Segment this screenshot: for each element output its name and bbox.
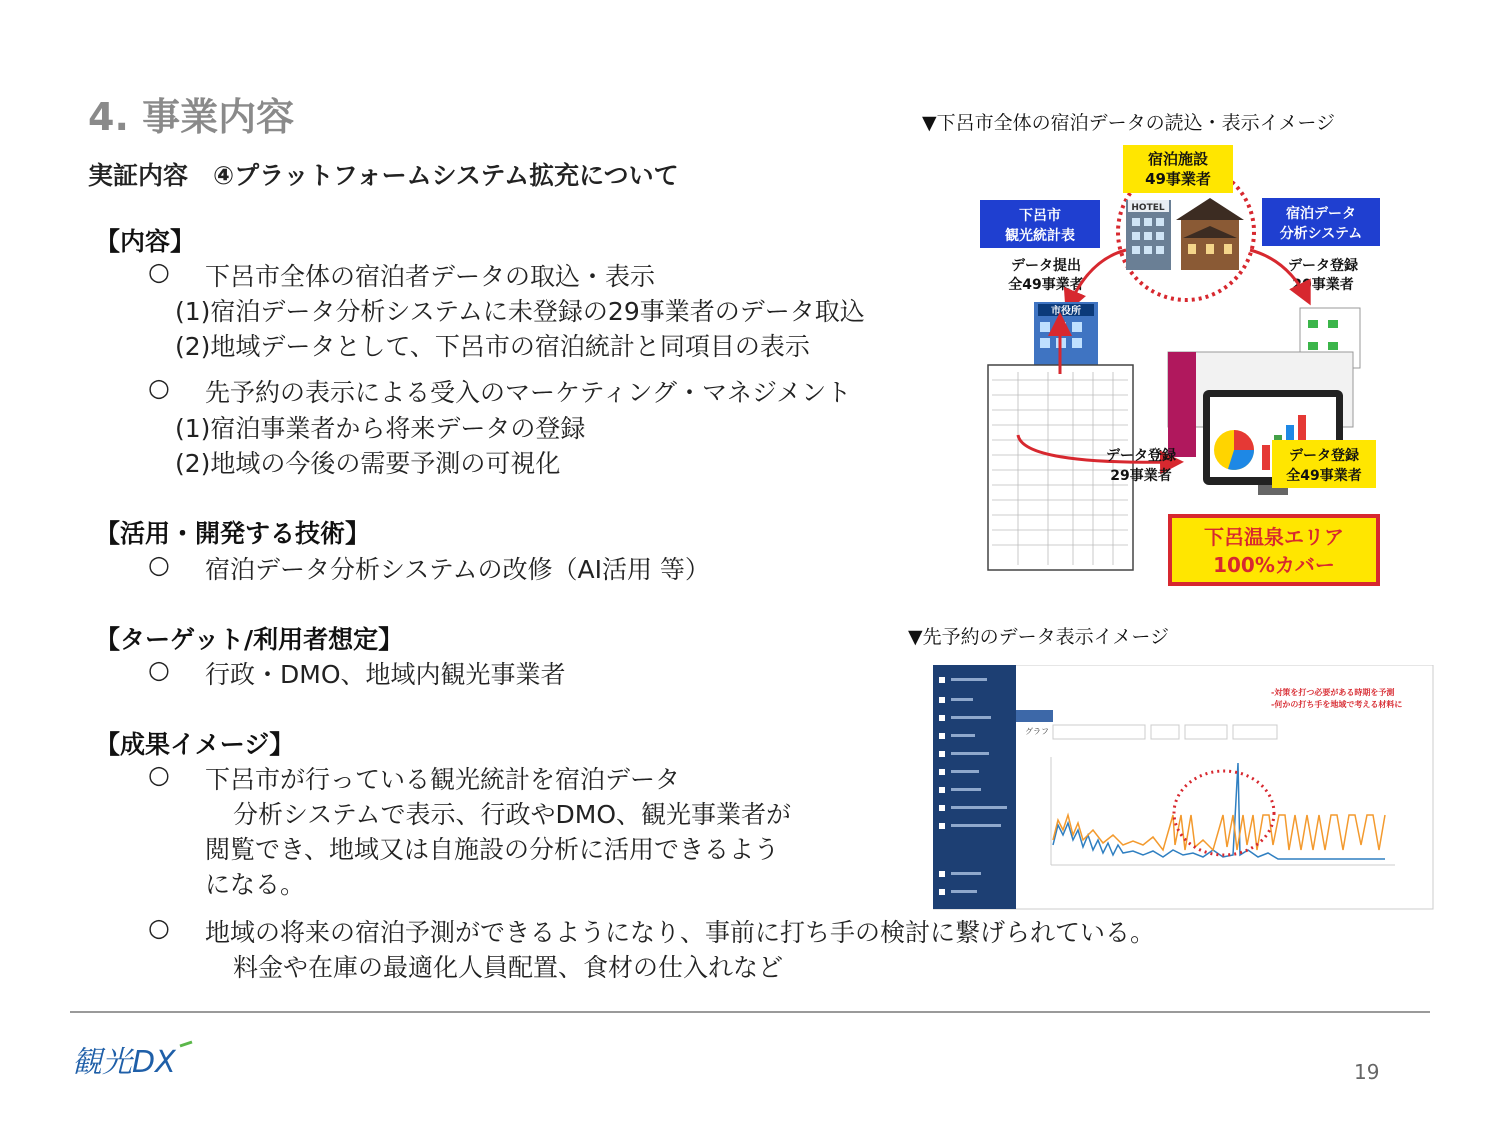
tech-item-1: 宿泊データ分析システムの改修（AI活用 等）	[205, 555, 710, 584]
area-label-line2: 100%カバー	[1213, 553, 1335, 577]
diagram-caption: ▼下呂市全体の宿泊データの読込・表示イメージ	[922, 112, 1336, 134]
result-item-1-line-2: 分析システムで表示、行政やDMO、観光事業者が	[233, 800, 791, 829]
city-box-line1: 下呂市	[1019, 208, 1061, 224]
section-header-target: 【ターゲット/利用者想定】	[95, 625, 404, 654]
chart-image-caption: ▼先予約のデータ表示イメージ	[908, 626, 1170, 648]
result-item-2-line-2: 料金や在庫の最適化人員配置、食材の仕入れなど	[233, 953, 784, 982]
submit-label-line1: データ提出	[1011, 258, 1081, 274]
footer-divider	[70, 1011, 1430, 1013]
subtitle: 実証内容 ④プラットフォームシステム拡充について	[88, 161, 679, 190]
bullet: ○	[148, 550, 170, 579]
system-box-line2: 分析システム	[1279, 226, 1363, 242]
result-item-1-line-3: 閲覧でき、地域又は自施設の分析に活用できるよう	[205, 835, 780, 864]
target-item-1: 行政・DMO、地域内観光事業者	[205, 660, 566, 689]
hotel-sign: HOTEL	[1131, 203, 1165, 213]
facility-box-line1: 宿泊施設	[1147, 150, 1209, 168]
register20-line2: 20事業者	[1292, 277, 1354, 293]
section-header-tech: 【活用・開発する技術】	[95, 519, 371, 548]
note-1: -対策を打つ必要がある時期を予測	[1271, 688, 1395, 697]
content-item-2: 先予約の表示による受入のマーケティング・マネジメント	[205, 378, 852, 407]
register49-line2: 全49事業者	[1286, 468, 1362, 484]
result-item-1-line-1: 下呂市が行っている観光統計を宿泊データ	[205, 765, 681, 794]
hotel-icon	[1126, 200, 1171, 270]
brand-logo	[70, 1040, 200, 1086]
area-label-line1: 下呂温泉エリア	[1204, 525, 1344, 549]
data-flow-diagram	[978, 140, 1398, 590]
result-item-2-line-1: 地域の将来の宿泊予測ができるようになり、事前に打ち手の検討に繋げられている。	[205, 918, 1156, 947]
bullet: ○	[148, 655, 170, 684]
bullet: ○	[148, 257, 170, 286]
city-hall-icon	[1034, 302, 1098, 372]
city-hall-sign: 市役所	[1051, 306, 1081, 317]
result-item-1-line-4: になる。	[205, 870, 306, 899]
content-item-2-sub-1: (1)宿泊事業者から将来データの登録	[175, 414, 586, 443]
content-item-2-sub-2: (2)地域の今後の需要予測の可視化	[175, 449, 561, 478]
page-number: 19	[1354, 1060, 1380, 1084]
bullet: ○	[148, 373, 170, 402]
facility-box-line2: 49事業者	[1145, 170, 1211, 188]
content-item-1-sub-2: (2)地域データとして、下呂市の宿泊統計と同項目の表示	[175, 332, 810, 361]
content-item-1: 下呂市全体の宿泊者データの取込・表示	[205, 262, 656, 291]
system-box-line1: 宿泊データ	[1286, 206, 1356, 222]
bullet: ○	[148, 913, 170, 942]
logo-text: 観光DX	[72, 1045, 176, 1080]
content-item-1-sub-1: (1)宿泊データ分析システムに未登録の29事業者のデータ取込	[175, 297, 865, 326]
submit-label-line2: 全49事業者	[1008, 277, 1084, 293]
forecast-chart-screenshot	[933, 665, 1438, 911]
bullet: ○	[148, 760, 170, 789]
section-header-content: 【内容】	[95, 227, 196, 256]
city-box-line2: 観光統計表	[1005, 228, 1075, 244]
register29-line1: データ登録	[1106, 448, 1176, 464]
section-title: 4. 事業内容	[88, 95, 295, 139]
register49-line1: データ登録	[1289, 448, 1359, 464]
register20-line1: データ登録	[1288, 258, 1358, 274]
section-header-result: 【成果イメージ】	[95, 730, 295, 759]
ryokan-icon	[1176, 198, 1244, 270]
note-2: -何かの打ち手を地域で考える材料に	[1271, 700, 1403, 709]
register29-line2: 29事業者	[1110, 468, 1172, 484]
graph-label: グラフ	[1025, 727, 1049, 736]
